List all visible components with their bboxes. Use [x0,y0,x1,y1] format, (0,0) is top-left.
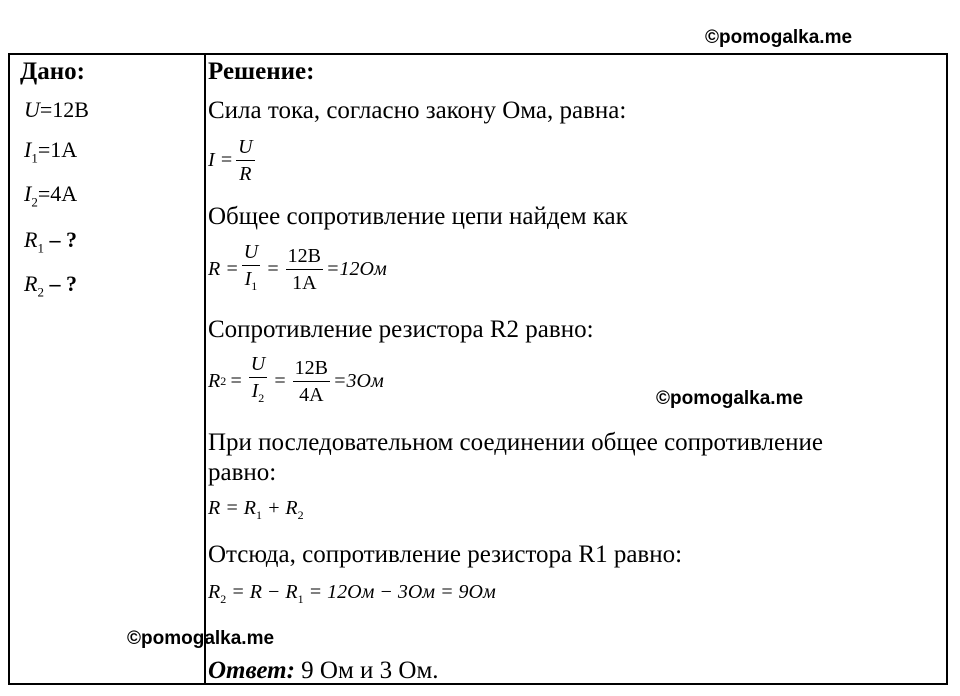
given-current-2: $I_2=4A$ [24,181,78,210]
formula-r1: $R_2 = R - R_1 = 12Ом - 3Ом = 9Ом$ [208,581,496,606]
given-voltage: U=12B [24,97,89,122]
solution-header: Решение: [208,58,315,85]
solution-line-2: Общее сопротивление цепи найдем как [208,203,628,230]
solution-line-1: Сила тока, согласно закону Ома, равна: [208,97,627,124]
unknown-r2: $R_2$ – ? [24,271,77,300]
problem-table [8,53,948,685]
solution-line-3: Сопротивление резистора R2 равно: [208,316,594,343]
watermark-middle: ©pomogalka.me [656,388,804,409]
formula-total-resistance: R = $\frac{U}{I_1}$ = $\frac{12B}{1A}$ =12Ом [208,241,387,294]
formula-r2: R 2 = $\frac{U}{I_2}$ = $\frac{12B}{4A}$ =3Ом [208,353,384,406]
solution-line-4a: При последовательном соединении общее сопротивление [208,429,823,456]
solution-line-4b: равно: [208,459,277,486]
formula-series: $R = R_1 + R_2$ [208,497,304,522]
watermark-top: ©pomogalka.me [705,27,853,48]
given-header: Дано: [20,58,85,85]
solution-line-5: Отсюда, сопротивление резистора R1 равно: [208,541,683,568]
column-divider [204,55,206,683]
answer-line: Ответ: 9 Ом и 3 Ом. [208,657,439,684]
formula-ohm: I = $\frac{U}{R}$ [208,136,253,185]
watermark-bottom: ©pomogalka.me [127,628,275,649]
given-current-1: $I_1=1A$ [24,137,78,166]
given-column [20,57,200,300]
unknown-r1: $R_1$ – ? [24,227,77,256]
